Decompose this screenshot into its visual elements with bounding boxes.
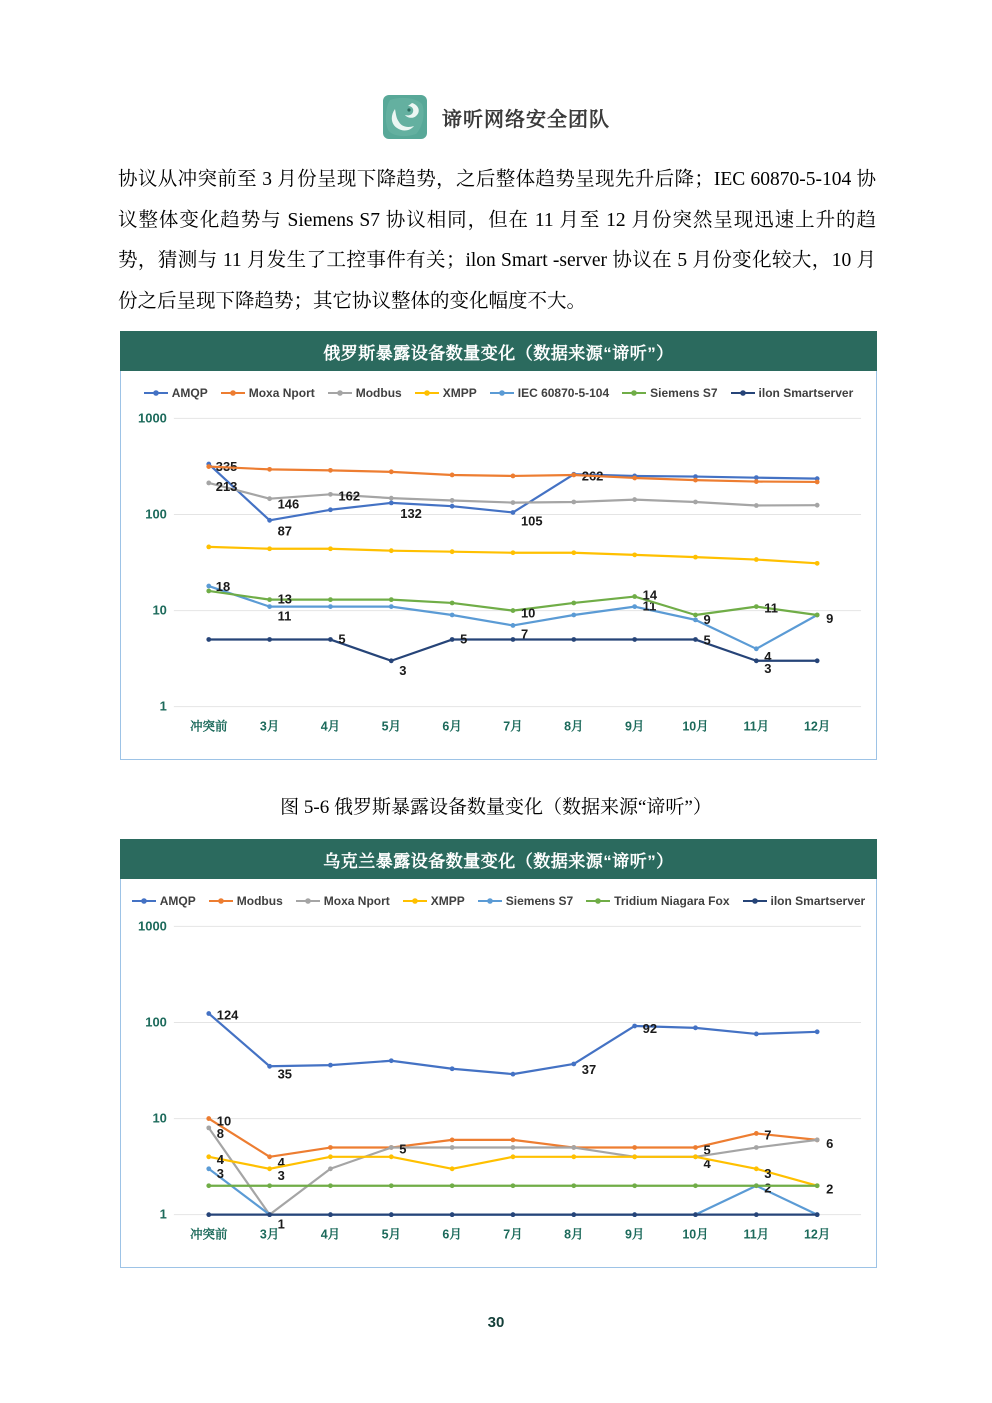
chart-title: 俄罗斯暴露设备数量变化（数据来源“谛听”）	[323, 343, 674, 363]
legend-line-marker-icon	[743, 896, 767, 906]
series-ilon-smartserver	[206, 1212, 819, 1217]
x-axis-tick: 10月	[682, 719, 709, 734]
data-label: 105	[520, 513, 543, 529]
chart-title-bar	[120, 839, 877, 879]
y-axis-tick: 1000	[138, 918, 167, 934]
legend-item-moxa-nport	[221, 386, 315, 400]
legend-label: AMQP	[171, 386, 208, 400]
y-axis-tick: 1	[159, 698, 167, 714]
y-axis-tick: 10	[152, 1110, 167, 1126]
data-label: 37	[581, 1061, 597, 1077]
series-siemens-s7	[206, 1166, 819, 1217]
data-label: 9	[826, 610, 834, 626]
x-axis-tick: 冲突前	[190, 1227, 228, 1242]
legend-line-marker-icon	[403, 896, 427, 906]
chart-legend	[121, 386, 876, 400]
legend-label: XMPP	[430, 894, 465, 908]
chart-title: 乌克兰暴露设备数量变化（数据来源“谛听”）	[323, 851, 674, 871]
legend-item-tridium-niagara-fox	[586, 894, 729, 908]
team-name: 谛听网络安全团队	[442, 108, 610, 131]
data-label: 4	[277, 1154, 285, 1170]
y-axis-tick: 10	[152, 602, 167, 618]
series-ilon-smartserver	[206, 631, 819, 677]
legend-label: ilon Smartserver	[770, 894, 866, 908]
data-label: 11	[642, 598, 657, 614]
legend-line-marker-icon	[622, 388, 646, 398]
y-axis-tick: 100	[145, 506, 167, 522]
x-axis-tick: 冲突前	[190, 719, 228, 734]
diting-seal-logo-icon	[382, 94, 428, 140]
data-label: 5	[338, 631, 346, 647]
data-label: 132	[400, 505, 422, 521]
data-label: 146	[277, 496, 300, 512]
data-label: 1	[277, 1216, 285, 1232]
data-label: 5	[703, 1142, 711, 1158]
x-axis-tick: 4月	[320, 719, 341, 734]
y-axis-tick: 1000	[138, 410, 167, 426]
legend-label: Siemens S7	[505, 894, 574, 908]
legend-item-iec-60870-5-104	[490, 386, 609, 400]
x-axis-tick: 8月	[564, 719, 584, 734]
data-label: 262	[581, 468, 604, 484]
legend-item-ilon-smartserver	[743, 894, 866, 908]
x-axis-tick: 5月	[381, 1227, 401, 1242]
data-label: 124	[216, 1007, 239, 1023]
legend-line-marker-icon	[209, 896, 233, 906]
legend-item-siemens-s7	[622, 386, 717, 400]
legend-label: Moxa Nport	[248, 386, 315, 400]
data-label: 5	[703, 632, 711, 648]
series-amqp	[206, 1008, 819, 1082]
data-label: 3	[277, 1167, 285, 1183]
series-modbus	[206, 1114, 833, 1170]
data-label: 35	[277, 1066, 293, 1082]
russia-exposure-chart	[120, 331, 877, 760]
data-label: 5	[460, 631, 468, 647]
ukraine-exposure-chart	[120, 839, 877, 1268]
legend-line-marker-icon	[296, 896, 320, 906]
x-axis-tick: 12月	[803, 1227, 831, 1242]
figure-caption: 图 5-6 俄罗斯暴露设备数量变化（数据来源“谛听”）	[280, 797, 712, 818]
data-label: 7	[520, 626, 529, 642]
legend-item-ilon-smartserver	[731, 386, 854, 400]
legend-label: XMPP	[442, 386, 477, 400]
x-axis-tick: 11月	[743, 1227, 770, 1242]
data-label: 10	[216, 1113, 232, 1129]
series-moxa-nport	[206, 464, 819, 484]
line-plot	[121, 406, 876, 746]
legend-label: Moxa Nport	[323, 894, 390, 908]
data-label: 3	[764, 1165, 772, 1181]
x-axis-tick: 11月	[743, 719, 770, 734]
x-axis-tick: 7月	[503, 719, 523, 734]
data-label: 162	[338, 488, 361, 504]
data-label: 3	[764, 660, 772, 676]
data-label: 213	[215, 478, 238, 494]
x-axis-tick: 4月	[320, 1227, 341, 1242]
legend-item-moxa-nport	[296, 894, 390, 908]
series-modbus	[206, 479, 819, 512]
legend-label: Siemens S7	[650, 386, 718, 400]
series-xmpp	[206, 1152, 833, 1197]
data-label: 2	[826, 1181, 834, 1197]
y-axis-tick: 1	[159, 1206, 167, 1222]
legend-label: IEC 60870-5-104	[517, 386, 610, 400]
data-label: 11	[277, 608, 292, 624]
legend-line-marker-icon	[490, 388, 514, 398]
series-xmpp	[206, 545, 819, 566]
x-axis-tick: 6月	[442, 719, 462, 734]
chart-legend	[121, 894, 876, 908]
legend-label: Tridium Niagara Fox	[614, 894, 730, 908]
x-axis-tick: 10月	[682, 1227, 709, 1242]
legend-line-marker-icon	[478, 896, 502, 906]
legend-line-marker-icon	[132, 896, 156, 906]
page-header	[0, 94, 992, 140]
data-label: 10	[520, 605, 536, 621]
x-axis-tick: 9月	[624, 1227, 645, 1242]
line-plot	[121, 914, 876, 1254]
data-label: 14	[642, 587, 658, 603]
data-label: 4	[703, 1155, 711, 1171]
legend-line-marker-icon	[586, 896, 610, 906]
data-label: 18	[215, 579, 231, 595]
legend-line-marker-icon	[328, 388, 352, 398]
legend-line-marker-icon	[415, 388, 439, 398]
data-label: 5	[399, 1141, 407, 1157]
legend-label: ilon Smartserver	[758, 386, 854, 400]
legend-line-marker-icon	[144, 388, 168, 398]
x-axis-tick: 12月	[803, 719, 831, 734]
x-axis-tick: 3月	[259, 1227, 280, 1242]
data-label: 3	[399, 662, 407, 678]
legend-item-siemens-s7	[478, 894, 573, 908]
data-label: 9	[703, 611, 711, 627]
legend-label: Modbus	[236, 894, 283, 908]
legend-label: Modbus	[355, 386, 402, 400]
legend-item-xmpp	[403, 894, 465, 908]
x-axis-tick: 6月	[442, 1227, 462, 1242]
x-axis-tick: 9月	[624, 719, 645, 734]
legend-line-marker-icon	[221, 388, 245, 398]
page-number: 30	[487, 1314, 505, 1331]
data-label: 13	[277, 591, 293, 607]
data-label: 87	[277, 523, 293, 539]
x-axis-tick: 8月	[564, 1227, 584, 1242]
legend-item-amqp	[132, 894, 196, 908]
y-axis-tick: 100	[145, 1014, 167, 1030]
legend-item-amqp	[144, 386, 208, 400]
data-label: 335	[215, 459, 238, 475]
series-tridium-niagara-fox	[206, 1183, 819, 1188]
data-label: 11	[764, 600, 778, 616]
body-paragraph: 协议从冲突前至 3 月份呈现下降趋势，之后整体趋势呈现先升后降；IEC 60870-5-104 协议整体变化趋势与 Siemens S7 协议相同，但在 11 月至 12 月份突然呈现迅速上升的趋势，猜测与 11 月发生了工控事件有关；ilon Smart -server 协议在 5 月份变化较大，10 月份之后呈现下降趋势；其它协议整体的变化幅度不大。	[118, 169, 876, 312]
chart-title-bar	[120, 331, 877, 371]
data-label: 92	[642, 1020, 658, 1036]
data-label: 2	[764, 1180, 772, 1196]
data-label: 4	[216, 1151, 224, 1167]
legend-label: AMQP	[159, 894, 196, 908]
data-label: 8	[216, 1125, 224, 1141]
x-axis-tick: 3月	[259, 719, 280, 734]
x-axis-tick: 5月	[381, 719, 401, 734]
legend-item-xmpp	[415, 386, 477, 400]
x-axis-tick: 7月	[503, 1227, 523, 1242]
data-label: 6	[826, 1135, 834, 1151]
data-label: 7	[764, 1127, 772, 1143]
legend-item-modbus	[328, 386, 402, 400]
data-label: 3	[216, 1165, 224, 1181]
legend-item-modbus	[209, 894, 283, 908]
legend-line-marker-icon	[731, 388, 755, 398]
data-label: 4	[764, 648, 772, 664]
